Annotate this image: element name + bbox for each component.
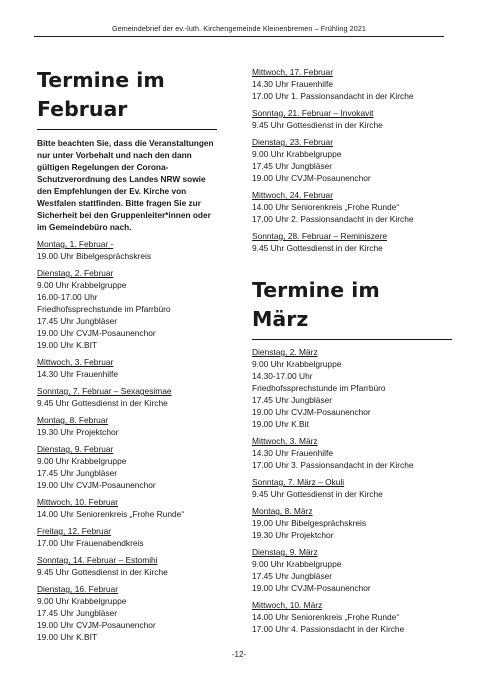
event-date: Mittwoch, 3. März — [252, 436, 318, 446]
event-entry — [252, 189, 452, 225]
februar-heading — [37, 66, 217, 126]
event-date: Freitag, 12. Februar — [37, 526, 112, 536]
event-date: Montag, 8. März — [252, 506, 313, 516]
event-date: Sonntag, 14. Februar – Estomihi — [37, 555, 158, 565]
event-entry — [37, 554, 217, 578]
maerz-heading-line-1: Termine im — [252, 278, 380, 302]
event-entry — [37, 356, 217, 380]
event-detail: 17.45 Uhr Jungbläser — [252, 161, 333, 171]
event-detail: 9.45 Uhr Gottesdienst in der Kirche — [37, 398, 168, 408]
event-detail: 9.00 Uhr Krabbelgruppe — [252, 359, 342, 369]
event-detail: 9.45 Uhr Gottesdienst in der Kirche — [252, 489, 383, 499]
header-divider — [34, 36, 444, 37]
event-detail: 14.30-17.00 Uhr — [252, 371, 313, 381]
event-detail: 16.00-17.00 Uhr — [37, 292, 98, 302]
event-date: Mittwoch, 3. Februar — [37, 357, 114, 367]
event-entry — [252, 476, 452, 500]
event-detail: 9.00 Uhr Krabbelgruppe — [37, 456, 127, 466]
event-date: Montag, 8. Februar — [37, 415, 109, 425]
event-detail: 17.45 Uhr Jungbläser — [37, 316, 118, 326]
event-date: Sonntag, 7. Februar – Sexagesimae — [37, 386, 172, 396]
event-entry — [252, 136, 452, 184]
event-detail: 14.00 Uhr Seniorenkreis „Frohe Runde“ — [252, 612, 400, 622]
event-detail: Friedhofssprechstunde im Pfarrbüro — [252, 383, 386, 393]
event-date: Sonntag, 21. Februar – Invokavit — [252, 108, 374, 118]
event-detail: 14.00 Uhr Seniorenkreis „Frohe Runde“ — [252, 202, 400, 212]
right-column — [252, 66, 452, 635]
event-detail: 19.00 Uhr K.BIT — [37, 632, 98, 642]
event-detail: 19.00 Uhr Bibelgesprächskreis — [37, 251, 152, 261]
maerz-heading-divider — [252, 339, 452, 340]
event-entry — [252, 435, 452, 471]
event-entry — [37, 496, 217, 520]
maerz-event-list — [252, 346, 452, 635]
event-detail: 19.30 Uhr Projektchor — [37, 427, 119, 437]
event-entry — [37, 525, 217, 549]
event-entry — [252, 546, 452, 594]
maerz-heading-line-2: März — [252, 307, 309, 331]
event-detail: 19.30 Uhr Projektchor — [252, 530, 334, 540]
event-detail: 9.00 Uhr Krabbelgruppe — [252, 149, 342, 159]
event-detail: 19.00 Uhr CVJM-Posaunenchor — [37, 480, 156, 490]
event-date: Montag, 1. Februar - — [37, 239, 114, 249]
event-detail: Friedhofssprechstunde im Pfarrbüro — [37, 304, 171, 314]
event-entry — [37, 414, 217, 438]
event-detail: 17.45 Uhr Jungbläser — [252, 571, 333, 581]
maerz-heading — [252, 276, 452, 336]
event-detail: 9.45 Uhr Gottesdienst in der Kirche — [252, 120, 383, 130]
februar-heading-divider — [37, 129, 217, 130]
februar-event-list-left — [37, 238, 217, 643]
event-entry — [252, 346, 452, 430]
event-detail: 19.00 Uhr Bibelgesprächskreis — [252, 518, 367, 528]
event-detail: 19.00 Uhr K.BIT — [37, 340, 98, 350]
event-date: Sonntag, 7. März – Okuli — [252, 477, 345, 487]
event-date: Mittwoch, 24. Februar — [252, 190, 333, 200]
event-entry — [37, 267, 217, 351]
event-date: Dienstag, 2. Februar — [37, 268, 114, 278]
event-entry — [252, 230, 452, 254]
event-date: Dienstag, 9. März — [252, 547, 318, 557]
februar-event-list-right — [252, 66, 452, 254]
left-column — [37, 66, 217, 643]
event-detail: 14.30 Uhr Frauenhilfe — [37, 369, 119, 379]
event-detail: 17.45 Uhr Jungbläser — [37, 468, 118, 478]
februar-heading-line-2: Februar — [37, 97, 128, 121]
event-detail: 9.45 Uhr Gottesdienst in der Kirche — [252, 243, 383, 253]
event-detail: 17.00 Uhr 2. Passionsandacht in der Kirche — [252, 214, 414, 224]
event-detail: 17.00 Uhr 3. Passionsandacht in der Kirche — [252, 460, 414, 470]
event-detail: 17.00 Uhr 1. Passionsandacht in der Kirche — [252, 91, 414, 101]
februar-heading-line-1: Termine im — [37, 68, 165, 92]
event-date: Dienstag, 23. Februar — [252, 137, 334, 147]
event-detail: 19.00 Uhr CVJM-Posaunenchor — [252, 583, 371, 593]
event-detail: 19.00 Uhr CVJM-Posaunenchor — [37, 328, 156, 338]
event-detail: 14.30 Uhr Frauenhilfe — [252, 448, 334, 458]
event-entry — [37, 238, 217, 262]
event-detail: 19.00 Uhr K.Bit — [252, 419, 309, 429]
event-detail: 14.00 Uhr Seniorenkreis „Frohe Runde“ — [37, 509, 185, 519]
event-detail: 19.00 Uhr CVJM-Posaunenchor — [252, 407, 371, 417]
page-number: -12- — [231, 650, 247, 659]
event-detail: 14.30 Uhr Frauenhilfe — [252, 79, 334, 89]
event-date: Dienstag, 16. Februar — [37, 584, 119, 594]
event-entry — [37, 443, 217, 491]
event-detail: 17.00 Uhr 4. Passionsdacht in der Kirche — [252, 624, 405, 634]
event-entry — [252, 66, 452, 102]
event-detail: 19.00 Uhr CVJM-Posaunenchor — [37, 620, 156, 630]
event-detail: 17.45 Uhr Jungbläser — [37, 608, 118, 618]
event-entry — [37, 583, 217, 643]
event-detail: 19.00 Uhr CVJM-Posaunenchor — [252, 173, 371, 183]
event-date: Mittwoch, 17. Februar — [252, 67, 333, 77]
event-date: Mittwoch, 10. März — [252, 600, 323, 610]
event-entry — [37, 385, 217, 409]
page-header: Gemeindebrief der ev.-luth. Kirchengemeinde Kleinenbremen – Frühling 2021 — [111, 24, 367, 33]
event-date: Sonntag, 28. Februar – Reminiszere — [252, 231, 388, 241]
event-date: Dienstag, 9. Februar — [37, 444, 114, 454]
event-detail: 17.00 Uhr Frauenabendkreis — [37, 538, 144, 548]
event-detail: 17.45 Uhr Jungbläser — [252, 395, 333, 405]
event-detail: 9.00 Uhr Krabbelgruppe — [252, 559, 342, 569]
event-date: Dienstag, 2. März — [252, 347, 318, 357]
event-detail: 9.00 Uhr Krabbelgruppe — [37, 596, 127, 606]
event-detail: 9.45 Uhr Gottesdienst in der Kirche — [37, 567, 168, 577]
event-entry — [252, 599, 452, 635]
corona-notice: Bitte beachten Sie, dass die Veranstaltungen nur unter Vorbehalt und nach den dann gültigen Regelungen der Corona-Schutzverordnung des Landes NRW sowie den Empfehlungen der Ev. Kirche von Westfalen stattfinden. Bitte fragen Sie zur Sicherheit bei den Gruppenleiter*innen oder im Gemeindebüro nach. — [37, 138, 214, 232]
event-date: Mittwoch, 10. Februar — [37, 497, 118, 507]
event-detail: 9.00 Uhr Krabbelgruppe — [37, 280, 127, 290]
event-entry — [252, 505, 452, 541]
event-entry — [252, 107, 452, 131]
